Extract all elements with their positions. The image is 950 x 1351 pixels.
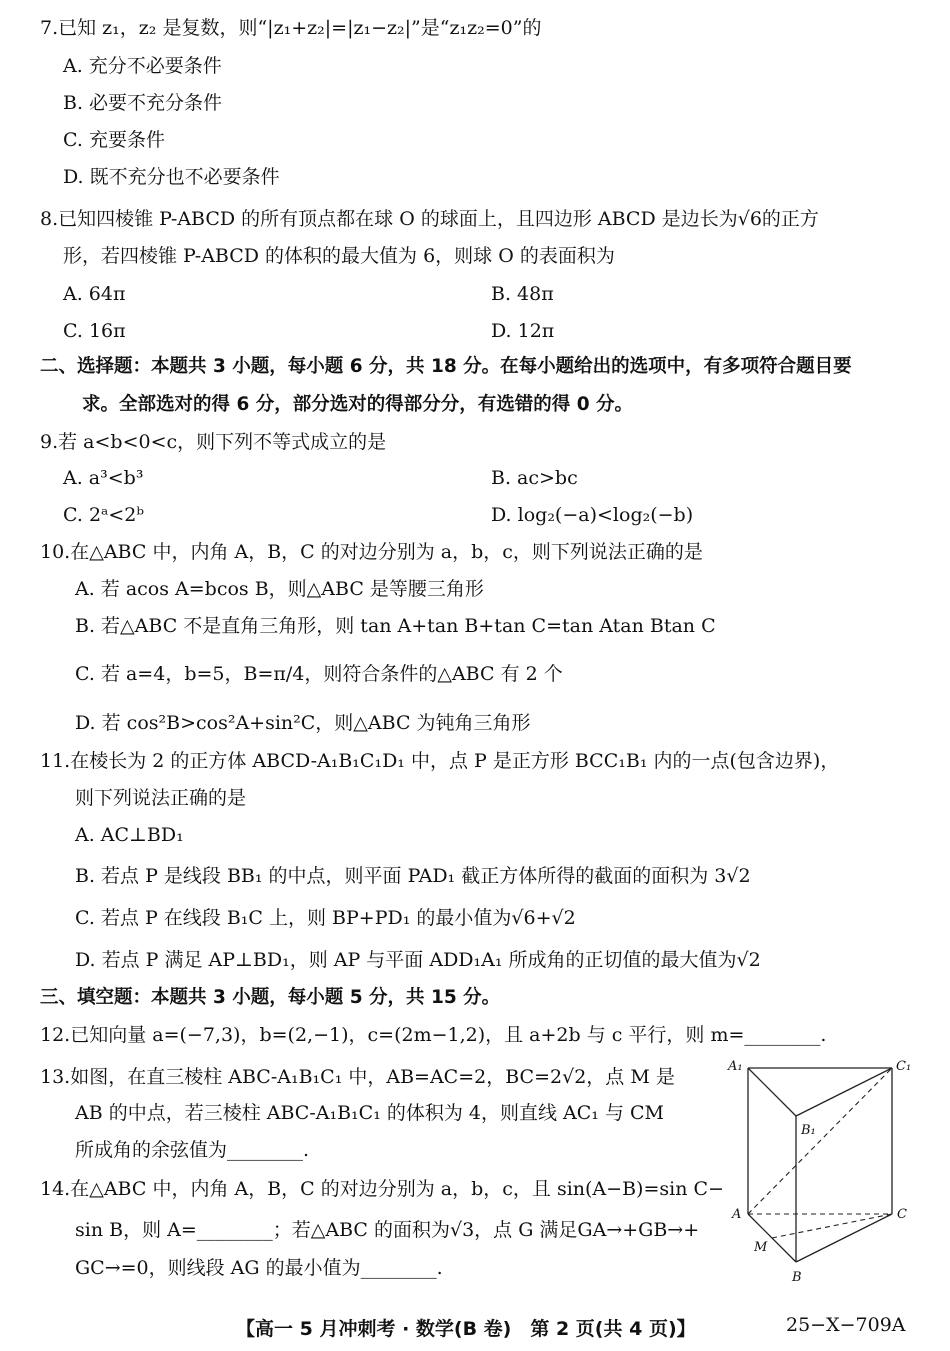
q9-option-a: A. a³<b³: [63, 467, 144, 489]
segment-c-m: [772, 1214, 892, 1238]
q13-line2: AB 的中点，若三棱柱 ABC-A₁B₁C₁ 的体积为 4，则直线 AC₁ 与 CM: [75, 1102, 664, 1124]
q8-stem-line1: 8.已知四棱锥 P-ABCD 的所有顶点都在球 O 的球面上，且四边形 ABCD 是边长为√6的正方: [40, 208, 819, 230]
q9-stem: 9.若 a<b<0<c，则下列不等式成立的是: [40, 431, 387, 453]
q10-option-b: B. 若△ABC 不是直角三角形，则 tan A+tan B+tan C=tan Atan Btan C: [75, 615, 716, 637]
edge-b-c: [796, 1214, 892, 1262]
label-c1: C₁: [896, 1059, 912, 1074]
q13-line3: 所成角的余弦值为________.: [75, 1139, 310, 1161]
q7-option-c: C. 充要条件: [63, 129, 165, 151]
q8-stem-line2: 形，若四棱锥 P-ABCD 的体积的最大值为 6，则球 O 的表面积为: [63, 245, 615, 267]
q10-stem: 10.在△ABC 中，内角 A，B，C 的对边分别为 a，b，c，则下列说法正确的是: [40, 541, 703, 563]
q8-option-d: D. 12π: [491, 320, 555, 342]
label-a: A: [732, 1207, 742, 1222]
q7-option-b: B. 必要不充分条件: [63, 92, 223, 114]
q14-line1: 14.在△ABC 中，内角 A，B，C 的对边分别为 a，b，c，且 sin(A−B)=sin C−: [40, 1178, 724, 1200]
q7-option-d: D. 既不充分也不必要条件: [63, 166, 280, 188]
section2-heading-line2: 求。全部选对的得 6 分，部分选对的得部分分，有选错的得 0 分。: [82, 394, 634, 415]
label-b: B: [792, 1270, 802, 1285]
q10-option-c: C. 若 a=4，b=5，B=π/4，则符合条件的△ABC 有 2 个: [75, 663, 563, 685]
q8-option-b: B. 48π: [491, 283, 554, 305]
edge-b1-c1: [796, 1068, 892, 1116]
q11-stem-line1: 11.在棱长为 2 的正方体 ABCD-A₁B₁C₁D₁ 中，点 P 是正方形 BCC₁B₁ 内的一点(包含边界)，: [40, 750, 840, 772]
prism-figure: [726, 1052, 926, 1292]
label-c: C: [897, 1207, 907, 1222]
q11-option-a: A. AC⊥BD₁: [75, 824, 184, 846]
q11-option-d: D. 若点 P 满足 AP⊥BD₁，则 AP 与平面 ADD₁A₁ 所成角的正切值的最大值为√2: [75, 949, 761, 971]
q10-option-a: A. 若 acos A=bcos B，则△ABC 是等腰三角形: [75, 578, 484, 600]
section3-heading: 三、填空题：本题共 3 小题，每小题 5 分，共 15 分。: [40, 987, 501, 1008]
q9-option-b: B. ac>bc: [491, 467, 578, 489]
label-m: M: [754, 1240, 768, 1255]
q10-option-d: D. 若 cos²B>cos²A+sin²C，则△ABC 为钝角三角形: [75, 712, 531, 734]
q11-option-b: B. 若点 P 是线段 BB₁ 的中点，则平面 PAD₁ 截正方体所得的截面的面积为 3√2: [75, 865, 751, 887]
label-a1: A₁: [728, 1059, 743, 1074]
section2-heading-line1: 二、选择题：本题共 3 小题，每小题 6 分，共 18 分。在每小题给出的选项中，有多项符合题目要: [40, 356, 852, 377]
footer-code: 25−X−709A: [786, 1314, 906, 1336]
edge-a1-b1: [748, 1068, 796, 1116]
q9-option-d: D. log₂(−a)<log₂(−b): [491, 504, 694, 526]
q11-stem-line2: 则下列说法正确的是: [75, 787, 247, 809]
q14-line2: sin B，则 A=________；若△ABC 的面积为√3，点 G 满足GA→+GB→+: [75, 1219, 700, 1241]
q11-option-c: C. 若点 P 在线段 B₁C 上，则 BP+PD₁ 的最小值为√6+√2: [75, 907, 576, 929]
q13-line1: 13.如图，在直三棱柱 ABC-A₁B₁C₁ 中，AB=AC=2，BC=2√2，点 M 是: [40, 1066, 675, 1088]
q8-option-a: A. 64π: [63, 283, 126, 305]
q12-stem: 12.已知向量 a=(−7,3)，b=(2,−1)，c=(2m−1,2)，且 a+2b 与 c 平行，则 m=________.: [40, 1024, 827, 1046]
label-b1: B₁: [801, 1123, 816, 1138]
q7-stem: 7.已知 z₁，z₂ 是复数，则“|z₁+z₂|=|z₁−z₂|”是“z₁z₂=0”的: [40, 17, 542, 39]
q7-option-a: A. 充分不必要条件: [63, 55, 222, 77]
footer-title: 【高一 5 月冲刺考 · 数学(B 卷) 第 2 页(共 4 页)】: [236, 1318, 696, 1340]
q9-option-c: C. 2ᵃ<2ᵇ: [63, 504, 144, 526]
q8-option-c: C. 16π: [63, 320, 126, 342]
q14-line3: GC→=0，则线段 AG 的最小值为________.: [75, 1257, 443, 1279]
